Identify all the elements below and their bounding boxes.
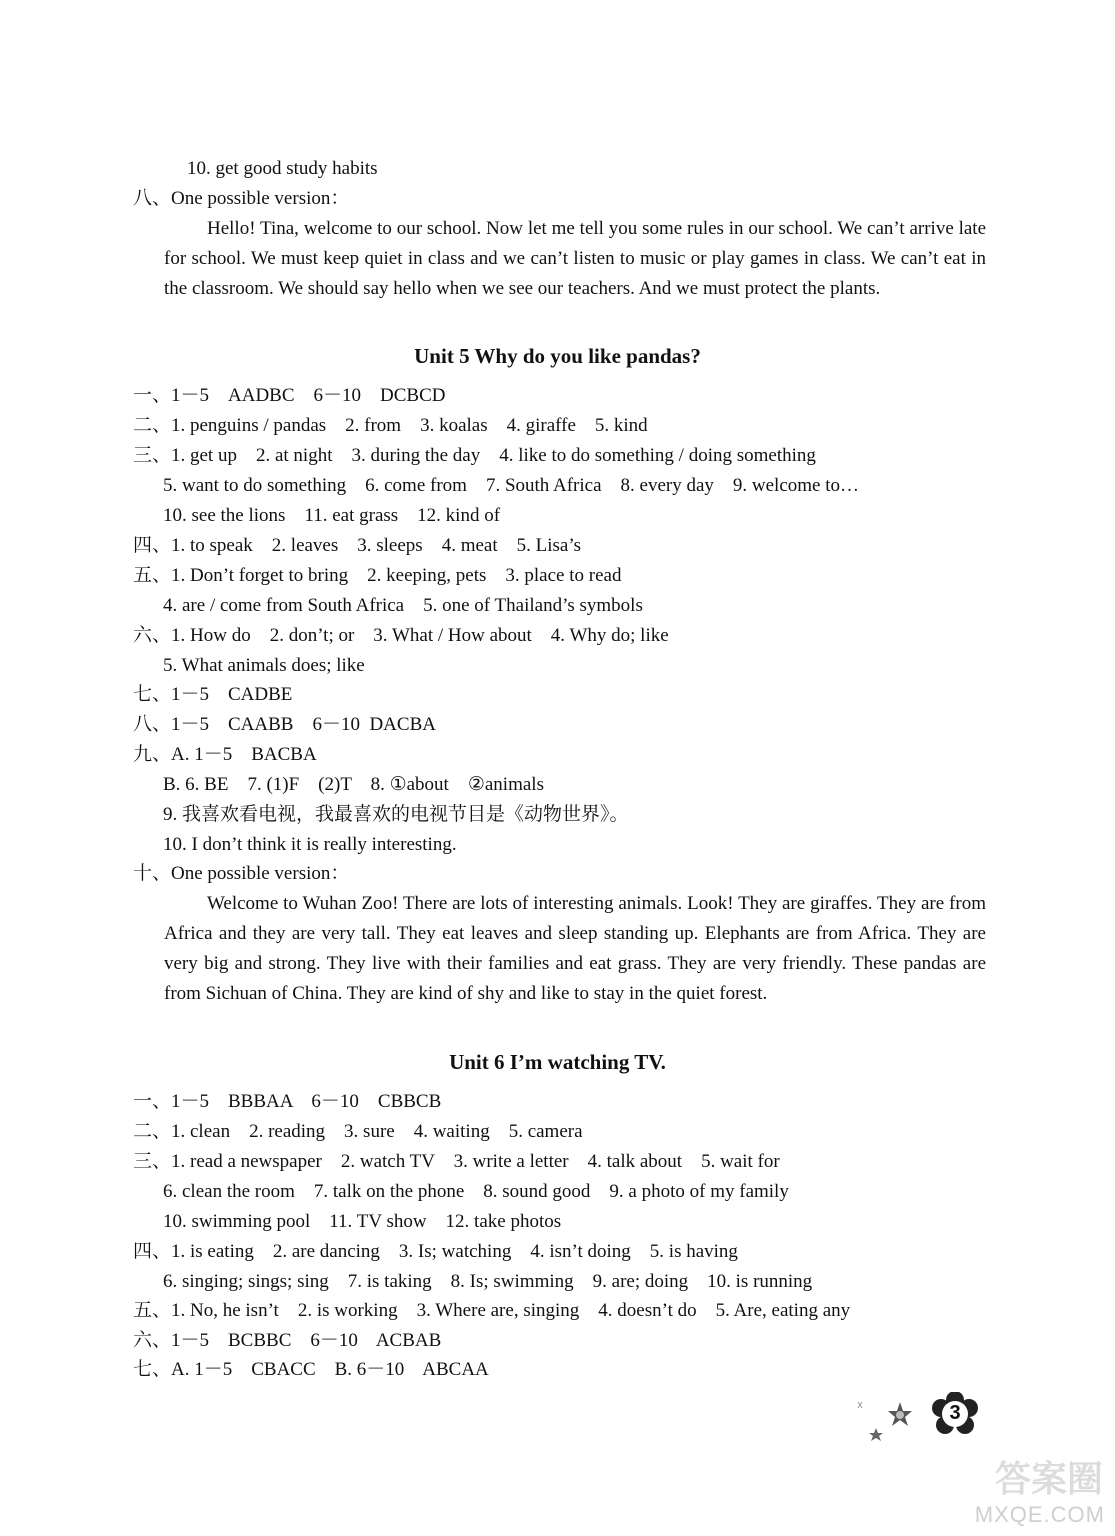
answer-line: 三、1. get up 2. at night 3. during the day 4. like to do something / doing something — [133, 445, 816, 466]
watermark-cn: 答案圈 — [994, 1459, 1103, 1500]
answer-line: 七、1－5 CADBE — [133, 684, 293, 705]
answer-line: 9. 我喜欢看电视，我最喜欢的电视节目是《动物世界》。 — [163, 804, 629, 825]
page-number-badge — [932, 1392, 978, 1438]
answer-line: 五、1. No, he isn’t 2. is working 3. Where are, singing 4. doesn’t do 5. Are, eating any — [133, 1300, 851, 1321]
answer-line: 10. see the lions 11. eat grass 12. kind of — [163, 505, 501, 526]
page-number: 3 — [949, 1402, 961, 1424]
answer-line: 10. I don’t think it is really interesting. — [163, 834, 457, 855]
answer-line: 10. swimming pool 11. TV show 12. take photos — [163, 1211, 562, 1232]
answer-line: 4. are / come from South Africa 5. one of Thailand’s symbols — [163, 595, 643, 616]
answer-line: 三、1. read a newspaper 2. watch TV 3. write a letter 4. talk about 5. wait for — [133, 1151, 780, 1172]
answer-line: 八、1－5 CAABB 6－10 DACBA — [133, 714, 436, 735]
answer-line: 九、A. 1－5 BACBA — [133, 744, 317, 765]
answer-line: 四、1. is eating 2. are dancing 3. Is; watching 4. isn’t doing 5. is having — [133, 1241, 738, 1262]
essay-paragraph: Welcome to Wuhan Zoo! There are lots of interesting animals. Look! They are giraffes. They are from Africa and they are very tall. They eat leaves and sleep standing up. Elephants are from Africa. They are very big and strong. They live with their families and eat grass. They are very friendly. These pandas are from Sichuan of China. They are kind of shy and like to stay in the quiet forest. — [164, 893, 986, 1004]
answer-line: 四、1. to speak 2. leaves 3. sleeps 4. meat 5. Lisa’s — [133, 535, 582, 556]
unit-title: Unit 6 I’m watching TV. — [449, 1050, 666, 1074]
answer-line: 10. get good study habits — [187, 158, 378, 179]
section-heading: 十、One possible version： — [133, 863, 350, 884]
decorative-stars-icon — [852, 1398, 922, 1448]
answer-line: 5. What animals does; like — [163, 655, 365, 676]
section-heading: 八、One possible version： — [133, 188, 350, 209]
answer-line: 6. clean the room 7. talk on the phone 8. sound good 9. a photo of my family — [163, 1181, 789, 1202]
answer-line: 二、1. clean 2. reading 3. sure 4. waiting 5. camera — [133, 1121, 583, 1142]
answer-line: 一、1－5 AADBC 6－10 DCBCD — [133, 385, 446, 406]
essay-paragraph: Hello! Tina, welcome to our school. Now let me tell you some rules in our school. We can’t arrive late for school. We must keep quiet in class and we can’t listen to music or play games in class. We can’t eat in the classroom. We should say hello when we see our teachers. And we must protect the plants. — [164, 218, 986, 299]
answer-line: 七、A. 1－5 CBACC B. 6－10 ABCAA — [133, 1359, 489, 1380]
answer-line: 6. singing; sings; sing 7. is taking 8. Is; swimming 9. are; doing 10. is running — [163, 1271, 813, 1292]
answer-line: 六、1. How do 2. don’t; or 3. What / How about 4. Why do; like — [133, 625, 669, 646]
watermark-url: MXQE.COM — [974, 1502, 1105, 1527]
answer-line: B. 6. BE 7. (1)F (2)T 8. ①about ②animals — [163, 774, 544, 795]
answer-line: 5. want to do something 6. come from 7. South Africa 8. every day 9. welcome to… — [163, 475, 860, 496]
answer-line: 六、1－5 BCBBC 6－10 ACBAB — [133, 1330, 442, 1351]
answer-line: 一、1－5 BBBAA 6－10 CBBCB — [133, 1091, 442, 1112]
answer-line: 二、1. penguins / pandas 2. from 3. koalas 4. giraffe 5. kind — [133, 415, 648, 436]
unit-title: Unit 5 Why do you like pandas? — [414, 344, 701, 368]
answer-line: 五、1. Don’t forget to bring 2. keeping, pets 3. place to read — [133, 565, 622, 586]
